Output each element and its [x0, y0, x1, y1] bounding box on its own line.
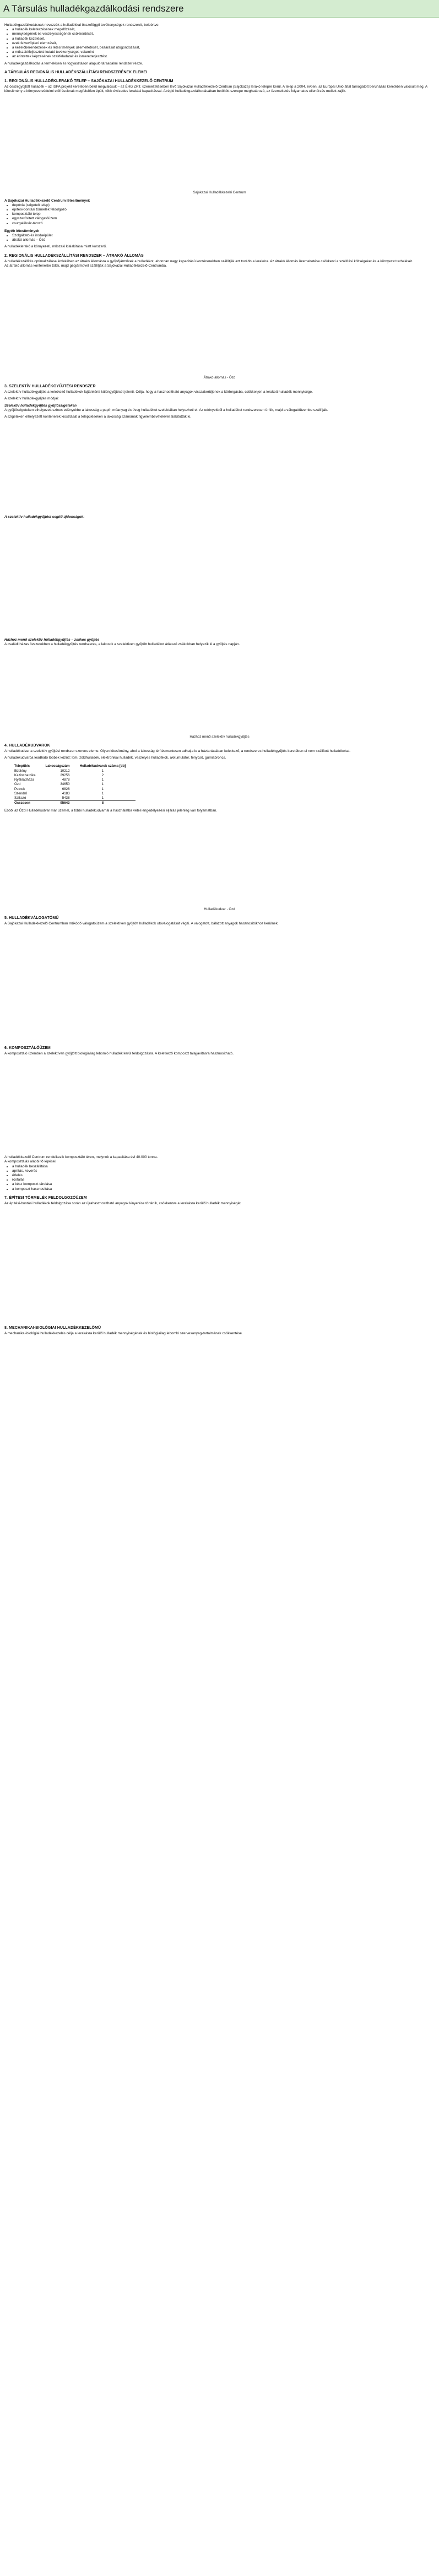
section-text: Az összegyűjtött hulladék – az ISPA projekt keretében belül megvalósult – az ÉHG ZRT. üzemeltetésében lévő Sajókazai Hulladékkezelő Centrum (Sajókaza) lerakó telepre kerül. A telep a 2004. évben, az Európai Unió által támogatott beruházás keretében valósult meg. A létesítmény a környezetvédelmi előírásoknak megfelelően épült, több évtizedes lerakási kapacitással. A régió hulladékgazdálkodásában betöltött szerepe meghatározó, az üzemeltetés folyamatos ellenőrzés mellett zajlik.: [4, 85, 427, 94]
photo-placeholder: [4, 814, 435, 907]
table-cell: 29256: [60, 773, 70, 777]
table-cell: 34650: [60, 782, 70, 787]
photo-placeholder: [4, 419, 435, 513]
table-cell: Ózd: [14, 782, 21, 787]
table-cell: Kazincbarcika: [14, 773, 36, 777]
section-text: A komposztálás alábbi fő lépései:: [4, 1160, 57, 1164]
section-text: A hulladéklerakó a környezeti, műszaki kialakítása miatt korszerű.: [4, 245, 107, 249]
section-title-8: 8. MECHANIKAI-BIOLÓGIAI HULLADÉKKEZELŐMŰ: [4, 1325, 101, 1330]
list-item: • a műszaki/fejlesztési kutató tevékenységet, valamint: [12, 50, 435, 55]
list-item: • depónia (szigetelt telep): [12, 203, 435, 208]
section-text: A hulladékszállítás optimalizálása érdekében az átrakó állomásra a gyűjtőjárművek a hulladékot, ahonnan nagy kapacitású konténerekben szállítják azt tovább a lerakóra. Az átrakó állomás üzemeltetése csökkenti a szállítási költségeket és a környezet terhelését.: [4, 259, 413, 263]
table-cell: 1: [101, 791, 104, 795]
table-header: Lakosságszám: [45, 764, 70, 768]
photo-placeholder: [4, 520, 435, 636]
photo-placeholder: [4, 1206, 435, 1322]
list-item: • a komposzt hasznosítása: [12, 1187, 435, 1192]
table-cell: Nyékládháza: [14, 778, 34, 782]
table-row: [14, 769, 136, 773]
table-cell: 5438: [62, 795, 70, 800]
section-text: A szelektív hulladékgyűjtés a keletkező hulladékok fajtánkénti különgyűjtését jelenti. Célja, hogy a hasznosítható anyagok visszakerüljenek a körforgásba, csökkenjen a lerakott hulladék mennyisége.: [4, 390, 313, 394]
section-text: A komposztáló üzemben a szelektíven gyűjtött biológiailag lebomló hulladék kerül feldolgozásra. A keletkező komposzt talajjavításra hasznosítható.: [4, 1051, 234, 1056]
photo-placeholder: [4, 926, 435, 1042]
list-item: • érlelés: [12, 1173, 435, 1178]
table-cell: Szendrő: [14, 791, 28, 795]
table-cell: 1: [101, 769, 104, 773]
intro-after: A hulladékgazdálkodás a termelésen és fogyasztáson alapuló társadalmi rendszer része.: [4, 61, 143, 66]
table-row: [14, 782, 136, 787]
photo-caption: Hulladékudvar - Ózd: [204, 907, 235, 911]
photo-caption: Házhoz menő szelektív hulladékgyűjtés: [189, 734, 250, 739]
table-header: Hulladékudvarok száma [db]: [79, 764, 126, 768]
subsection-title: Házhoz menő szelektív hulladékgyűjtés – zsákos gyűjtés: [4, 637, 100, 642]
other-facility-list: [4, 234, 435, 242]
table-row: [14, 773, 136, 778]
photo-caption: Átrakó állomás - Ózd: [203, 376, 236, 380]
photo-placeholder: [4, 94, 435, 191]
table-cell: 4183: [62, 791, 70, 795]
photo-placeholder: [4, 1056, 435, 1155]
section-text: A gyűjtőszigeteken elhelyezett színes edényekbe a lakosság a papír, műanyag és üveg hulladékot szelektáltan helyezheti el. Az edényekből a hulladékot rendszeresen ürítik, majd a válogatóüzembe szállítják.: [4, 408, 328, 412]
section-text: A Sajókazai Hulladékkezelő Centrumban működő válogatóüzem a szelektíven gyűjtött hulladékok utóválogatását végzi. A válogatott, bálázott anyagok hasznosítókhoz kerülnek.: [4, 921, 279, 926]
list-item: • építési-bontási törmelék feldolgozó: [12, 208, 435, 212]
photo-caption: Sajókazai Hulladékkezelő Centrum: [193, 191, 246, 195]
table-cell: 8: [80, 801, 136, 806]
section-text: A hulladékudvar a szelektív gyűjtési rendszer szerves eleme. Olyan létesítmény, ahol a lakosság térítésmentesen adhatja le a háztartásában keletkező, a rendszeres hulladékgyűjtés keretében el nem szállított hulladékokat.: [4, 749, 351, 754]
table-cell: 1: [101, 778, 104, 782]
table-cell: Szikszó: [14, 795, 26, 800]
table-cell: 4878: [62, 778, 70, 782]
table-cell: 1: [101, 795, 104, 800]
table-row: [14, 787, 136, 792]
section-title-1: 1. REGIONÁLIS HULLADÉKLERAKÓ TELEP – SAJÓKAZAI HULLADÉKKEZELŐ CENTRUM: [4, 79, 174, 84]
section-title-6: 6. KOMPOSZTÁLÓÜZEM: [4, 1046, 51, 1050]
list-item: • ezek felvevőpiaci elemzését,: [12, 41, 435, 46]
table-row: [14, 792, 136, 796]
section-title-7: 7. ÉPÍTÉSI TÖRMELÉK FELDOLGOZÓÜZEM: [4, 1195, 87, 1200]
list-item: • az érintettek képzésének szakfeladatait és ismeretterjesztést.: [12, 55, 435, 59]
list-item: • rostálás: [12, 1178, 435, 1182]
section-text: A családi házas övezetekben a hulladékgyűjtés rendszeres, a lakosok a szelektíven gyűjtött hulladékot átlátszó zsákokban helyezik ki a gyűjtés napján.: [4, 642, 240, 646]
list-item: • a kész komposzt tárolása: [12, 1182, 435, 1187]
list-item: • mennyiségének és veszélyességének csökkentését,: [12, 32, 435, 36]
section-title-5: 5. HULLADÉKVÁLOGATÓMŰ: [4, 916, 59, 920]
section-text: A szelektív hulladékgyűjtés módjai:: [4, 397, 59, 401]
section-text: Az átrakó állomás konténerbe töltik, majd gépjárművel szállítják a Sajókazai Hulladékkezelő Centrumba.: [4, 263, 167, 268]
section-title-4: 4. HULLADÉKUDVAROK: [4, 744, 50, 748]
table-cell: Összesen: [14, 801, 46, 806]
section-text: Ebből az Ózdi Hulladékudvar már üzemel, a többi hulladékudvarnál a használatba vételi engedélyezési eljárás jelenleg van folyamatban.: [4, 809, 218, 813]
intro-list: [4, 28, 435, 59]
section-text: A szigeteken elhelyezett konténerek kiosztását a településeken a lakosság számának figyelembevételével alakították ki.: [4, 415, 191, 419]
table-row: [14, 778, 136, 782]
table-row: [14, 796, 136, 801]
list-item: • a hulladék kezelését,: [12, 37, 435, 41]
section-text: A hulladékudvarba leadható többek között: lom, zöldhulladék, elektronikai hulladék, veszélyes hulladékok, akkumulátor, fénycső, gumiabroncs.: [4, 756, 226, 760]
photo-placeholder: [4, 268, 435, 376]
facility-list: [4, 203, 435, 226]
list-item: • csurgalékvíz-tározó: [12, 221, 435, 226]
list-item: • átrakó állomás – Ózd: [12, 238, 435, 242]
list-item: • a hulladék keletkezésének megelőzését,: [12, 28, 435, 32]
table-cell: 10212: [60, 769, 70, 773]
table-cell: 2: [101, 773, 104, 777]
table-header: Település: [14, 764, 30, 768]
intro-text: Hulladékgazdálkodásnak nevezzük a hulladékkal összefüggő tevékenységek rendszerét, beleértve:: [4, 23, 160, 27]
list-item: • a hulladék beszállítása: [12, 1165, 435, 1169]
article-body: [0, 18, 439, 1336]
table-total-row: [14, 801, 136, 806]
section-title-3: 3. SZELEKTÍV HULLADÉKGYŰJTÉSI RENDSZER: [4, 385, 96, 389]
list-item: • Szolgáltató és irodaépület: [12, 234, 435, 238]
section-title-2: 2. REGIONÁLIS HULLADÉKSZÁLLÍTÁSI RENDSZER – ÁTRAKÓ ÁLLOMÁS: [4, 253, 144, 258]
subsection-title: A Sajókazai Hulladékkezelő Centrum létesítményei:: [4, 198, 90, 203]
page-title: A Társulás hulladékgazdálkodási rendszere: [0, 0, 439, 18]
section-heading: A TÁRSULÁS REGIONÁLIS HULLADÉKSZÁLLÍTÁSI RENDSZERÉNEK ELEMEI: [4, 70, 148, 74]
table-cell: 1: [101, 787, 104, 791]
subsection-title: A szelektív hulladékgyűjtést segítő újdonságok:: [4, 515, 85, 519]
subsection-title: Szelektív hulladékgyűjtés gyűjtőszigeteken: [4, 403, 77, 408]
table-header-row: [14, 764, 136, 769]
list-item: • a kezelőberendezések és létesítmények üzemeltetését, bezárását utógondozását,: [12, 46, 435, 50]
list-item: • aprítás, keverés: [12, 1169, 435, 1173]
data-table: [14, 764, 136, 806]
section-text: A mechanikai-biológiai hulladékkezelés célja a lerakásra kerülő hulladék mennyiségének és biológiailag lebomló szervesanyag-tartalmának csökkentése.: [4, 1331, 243, 1335]
section-text: A hulladékkezelő Centrum rendelkezik komposztáló téren, melynek a kapacitása évi 40.000 tonna.: [4, 1155, 158, 1160]
table-cell: Putnok: [14, 787, 25, 791]
list-item: • egyszerűsített válogatóüzem: [12, 217, 435, 221]
subsection-title: Egyéb létesítmények: [4, 229, 40, 233]
photo-placeholder: [4, 647, 435, 735]
section-text: Az építési-bontási hulladékok feldolgozása során az újrahasznosítható anyagok kinyerése történik, csökkentve a lerakásra kerülő hulladék mennyiségét.: [4, 1201, 242, 1205]
table-cell: Edelény: [14, 769, 27, 773]
list-item: • komposztáló telep: [12, 212, 435, 217]
composting-steps-list: [4, 1165, 435, 1192]
table-cell: 6826: [62, 787, 70, 791]
table-cell: 95643: [46, 801, 80, 806]
table-cell: 1: [101, 782, 104, 787]
